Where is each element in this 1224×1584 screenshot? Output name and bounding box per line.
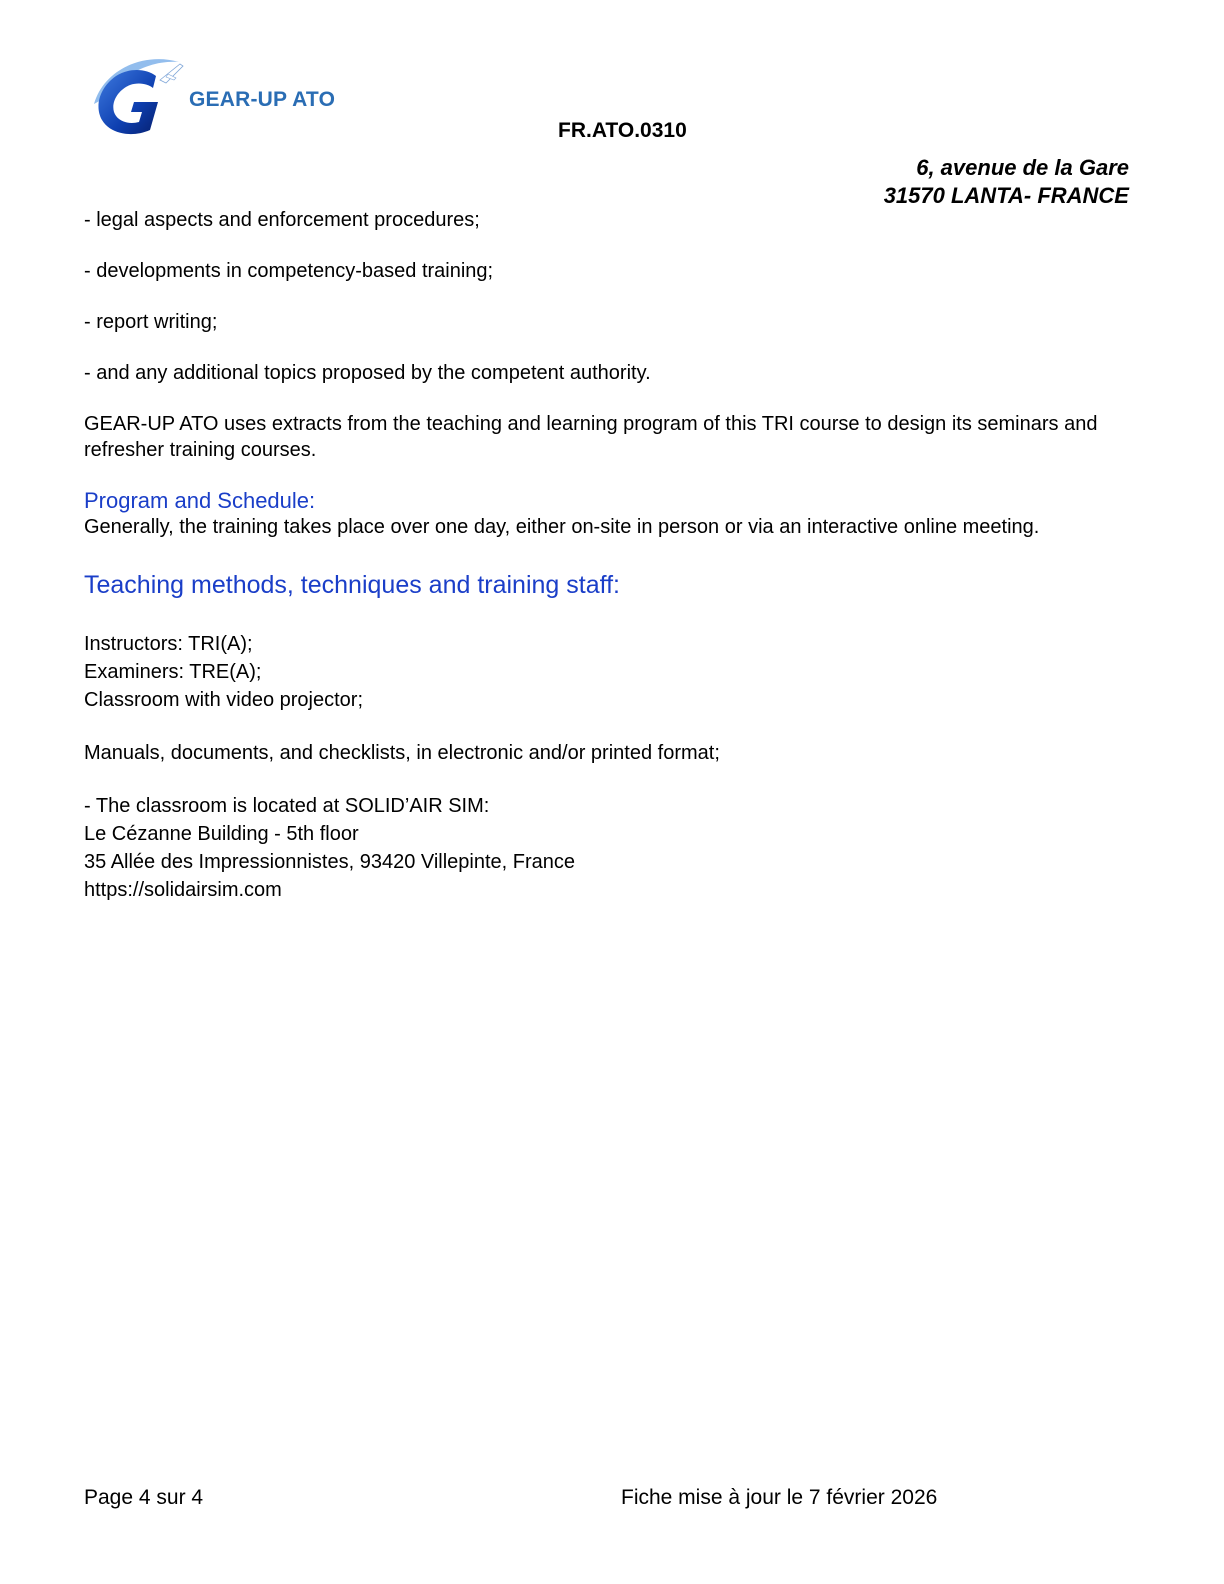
- intro-paragraph: GEAR-UP ATO uses extracts from the teaching and learning program of this TRI course to design its seminars and refresher training courses.: [84, 413, 1098, 461]
- staff-list: [84, 630, 1144, 714]
- list-item: - legal aspects and enforcement procedures;: [84, 209, 480, 231]
- methods-heading: Teaching methods, techniques and training staff:: [84, 571, 620, 599]
- website-link[interactable]: https://solidairsim.com: [84, 879, 282, 901]
- logo-text: GEAR-UP ATO: [189, 88, 336, 111]
- program-text: Generally, the training takes place over one day, either on-site in person or via an interactive online meeting.: [84, 516, 1040, 538]
- manuals-line: Manuals, documents, and checklists, in electronic and/or printed format;: [84, 742, 720, 764]
- manuals-block: [84, 739, 1144, 767]
- page-content: [84, 207, 1144, 904]
- staff-line: Examiners: TRE(A);: [84, 661, 262, 683]
- list-item: - report writing;: [84, 311, 218, 333]
- staff-line: Classroom with video projector;: [84, 689, 363, 711]
- address-line-2: 31570 LANTA- FRANCE: [883, 183, 1129, 208]
- update-date: Fiche mise à jour le 7 février 2026: [621, 1486, 938, 1509]
- gear-up-ato-logo-icon: [84, 54, 194, 138]
- location-block: [84, 792, 1144, 904]
- program-heading: Program and Schedule:: [84, 488, 316, 513]
- company-logo: [84, 54, 344, 138]
- document-reference: FR.ATO.0310: [558, 119, 687, 142]
- location-line: Le Cézanne Building - 5th floor: [84, 823, 359, 845]
- list-item: - and any additional topics proposed by the competent authority.: [84, 362, 651, 384]
- address-line-1: 6, avenue de la Gare: [916, 155, 1129, 180]
- staff-line: Instructors: TRI(A);: [84, 633, 253, 655]
- location-line: - The classroom is located at SOLID’AIR SIM:: [84, 795, 490, 817]
- company-address: [884, 154, 1129, 210]
- list-item: - developments in competency-based training;: [84, 260, 494, 282]
- page-number: Page 4 sur 4: [84, 1486, 204, 1509]
- location-line: 35 Allée des Impressionnistes, 93420 Villepinte, France: [84, 851, 576, 873]
